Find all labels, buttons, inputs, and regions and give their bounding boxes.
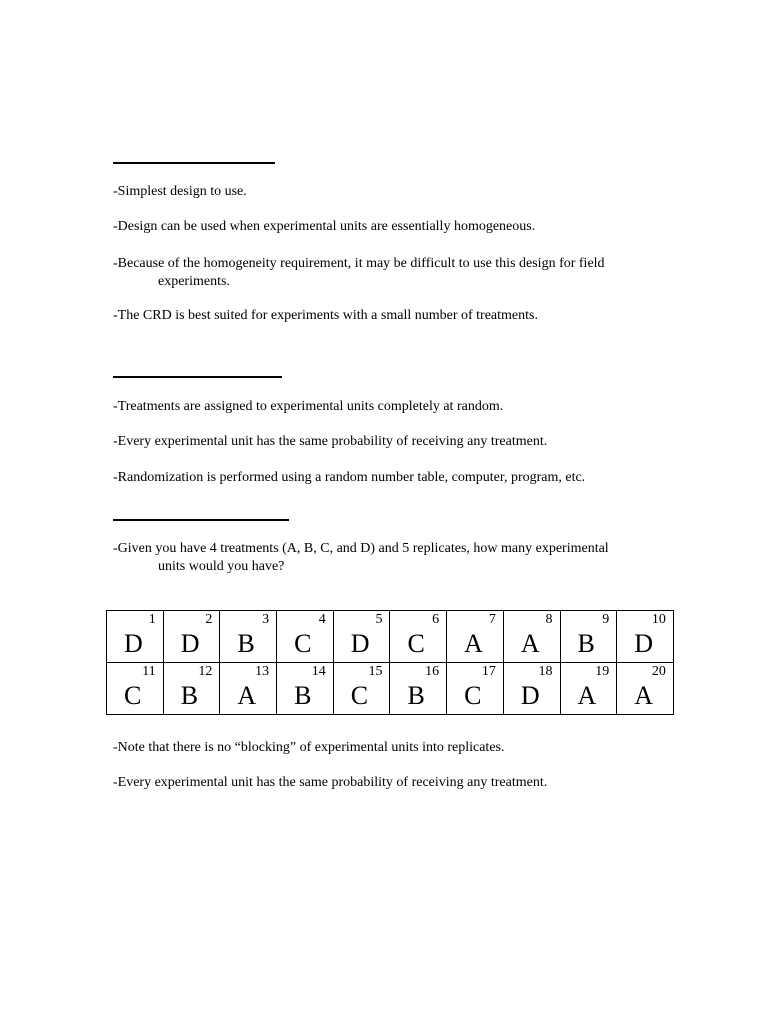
plot-cell bbox=[503, 663, 560, 715]
treatment-letter: B bbox=[407, 681, 425, 710]
plot-number: 20 bbox=[651, 664, 666, 679]
plot-number: 11 bbox=[142, 664, 156, 679]
treatment-letter: A bbox=[577, 681, 597, 710]
plot-number: 19 bbox=[595, 664, 610, 679]
paragraph-randomization-method: -Randomization is performed using a random number table, computer, program, etc. bbox=[113, 470, 586, 485]
plot-cell bbox=[447, 663, 504, 715]
paragraph-field-experiments bbox=[113, 255, 673, 291]
paragraph-simplest-design: -Simplest design to use. bbox=[113, 184, 247, 199]
heading-underline-1 bbox=[113, 162, 275, 164]
plot-number: 5 bbox=[375, 612, 383, 627]
plot-cell bbox=[617, 611, 674, 663]
paragraph-question-line1: -Given you have 4 treatments (A, B, C, and D) and 5 replicates, how many experimental bbox=[113, 541, 609, 556]
plot-cell bbox=[277, 611, 334, 663]
plot-number: 3 bbox=[262, 612, 270, 627]
paragraph-field-experiments-line1: -Because of the homogeneity requirement, it may be difficult to use this design for field bbox=[113, 256, 605, 271]
plot-cell bbox=[447, 611, 504, 663]
treatment-letter: B bbox=[577, 629, 595, 658]
plot-cell bbox=[220, 663, 277, 715]
plot-cell bbox=[107, 663, 164, 715]
plot-number: 13 bbox=[255, 664, 270, 679]
plot-number: 10 bbox=[651, 612, 666, 627]
plot-cell bbox=[390, 663, 447, 715]
plot-number: 12 bbox=[198, 664, 213, 679]
paragraph-random-assignment: -Treatments are assigned to experimental units completely at random. bbox=[113, 399, 504, 414]
plot-cell bbox=[333, 611, 390, 663]
plot-cell bbox=[163, 611, 220, 663]
treatment-letter: B bbox=[180, 681, 199, 710]
paragraph-crd-small-treatments: -The CRD is best suited for experiments with a small number of treatments. bbox=[113, 308, 538, 323]
plot-cell bbox=[617, 663, 674, 715]
treatment-letter: A bbox=[634, 681, 653, 710]
plot-cell bbox=[277, 663, 334, 715]
plot-cell bbox=[333, 663, 390, 715]
randomization-layout-table bbox=[106, 610, 674, 715]
plot-number: 16 bbox=[425, 664, 440, 679]
treatment-letter: C bbox=[294, 629, 312, 658]
treatment-letter: D bbox=[124, 629, 143, 658]
paragraph-same-probability: -Every experimental unit has the same probability of receiving any treatment. bbox=[113, 434, 548, 449]
treatment-letter: A bbox=[520, 629, 540, 658]
paragraph-question-line2: units would you have? bbox=[158, 559, 285, 574]
plot-number: 14 bbox=[311, 664, 326, 679]
plot-number: 2 bbox=[205, 612, 213, 627]
heading-underline-2 bbox=[113, 376, 282, 378]
paragraph-homogeneous-units: -Design can be used when experimental units are essentially homogeneous. bbox=[113, 219, 536, 234]
plot-number: 9 bbox=[602, 612, 610, 627]
plot-number: 4 bbox=[318, 612, 326, 627]
plot-cell bbox=[107, 611, 164, 663]
plot-number: 18 bbox=[538, 664, 553, 679]
treatment-letter: C bbox=[124, 681, 142, 710]
plot-number: 8 bbox=[545, 612, 553, 627]
plot-cell bbox=[503, 611, 560, 663]
paragraph-field-experiments-line2: experiments. bbox=[158, 274, 230, 289]
treatment-letter: B bbox=[237, 629, 255, 658]
treatment-letter: B bbox=[294, 681, 312, 710]
treatment-letter: D bbox=[350, 629, 370, 658]
plot-cell bbox=[220, 611, 277, 663]
paragraph-equal-probability-note: -Every experimental unit has the same probability of receiving any treatment. bbox=[113, 775, 548, 790]
treatment-letter: D bbox=[520, 681, 540, 710]
treatment-letter: A bbox=[464, 629, 483, 658]
treatment-letter: A bbox=[237, 681, 257, 710]
treatment-letter: C bbox=[350, 681, 369, 710]
plot-number: 1 bbox=[148, 612, 156, 627]
plot-number: 15 bbox=[368, 664, 383, 679]
treatment-letter: D bbox=[634, 629, 653, 658]
paragraph-no-blocking-note: -Note that there is no “blocking” of experimental units into replicates. bbox=[113, 740, 505, 755]
treatment-letter: C bbox=[464, 681, 482, 710]
paragraph-question bbox=[113, 540, 673, 576]
table-row bbox=[107, 611, 674, 663]
plot-cell bbox=[560, 611, 617, 663]
plot-number: 17 bbox=[481, 664, 496, 679]
plot-number: 7 bbox=[488, 612, 496, 627]
plot-cell bbox=[560, 663, 617, 715]
plot-number: 6 bbox=[432, 612, 440, 627]
table-row bbox=[107, 663, 674, 715]
heading-underline-3 bbox=[113, 519, 289, 521]
plot-cell bbox=[390, 611, 447, 663]
plot-cell bbox=[163, 663, 220, 715]
treatment-letter: D bbox=[180, 629, 200, 658]
treatment-letter: C bbox=[407, 629, 425, 658]
